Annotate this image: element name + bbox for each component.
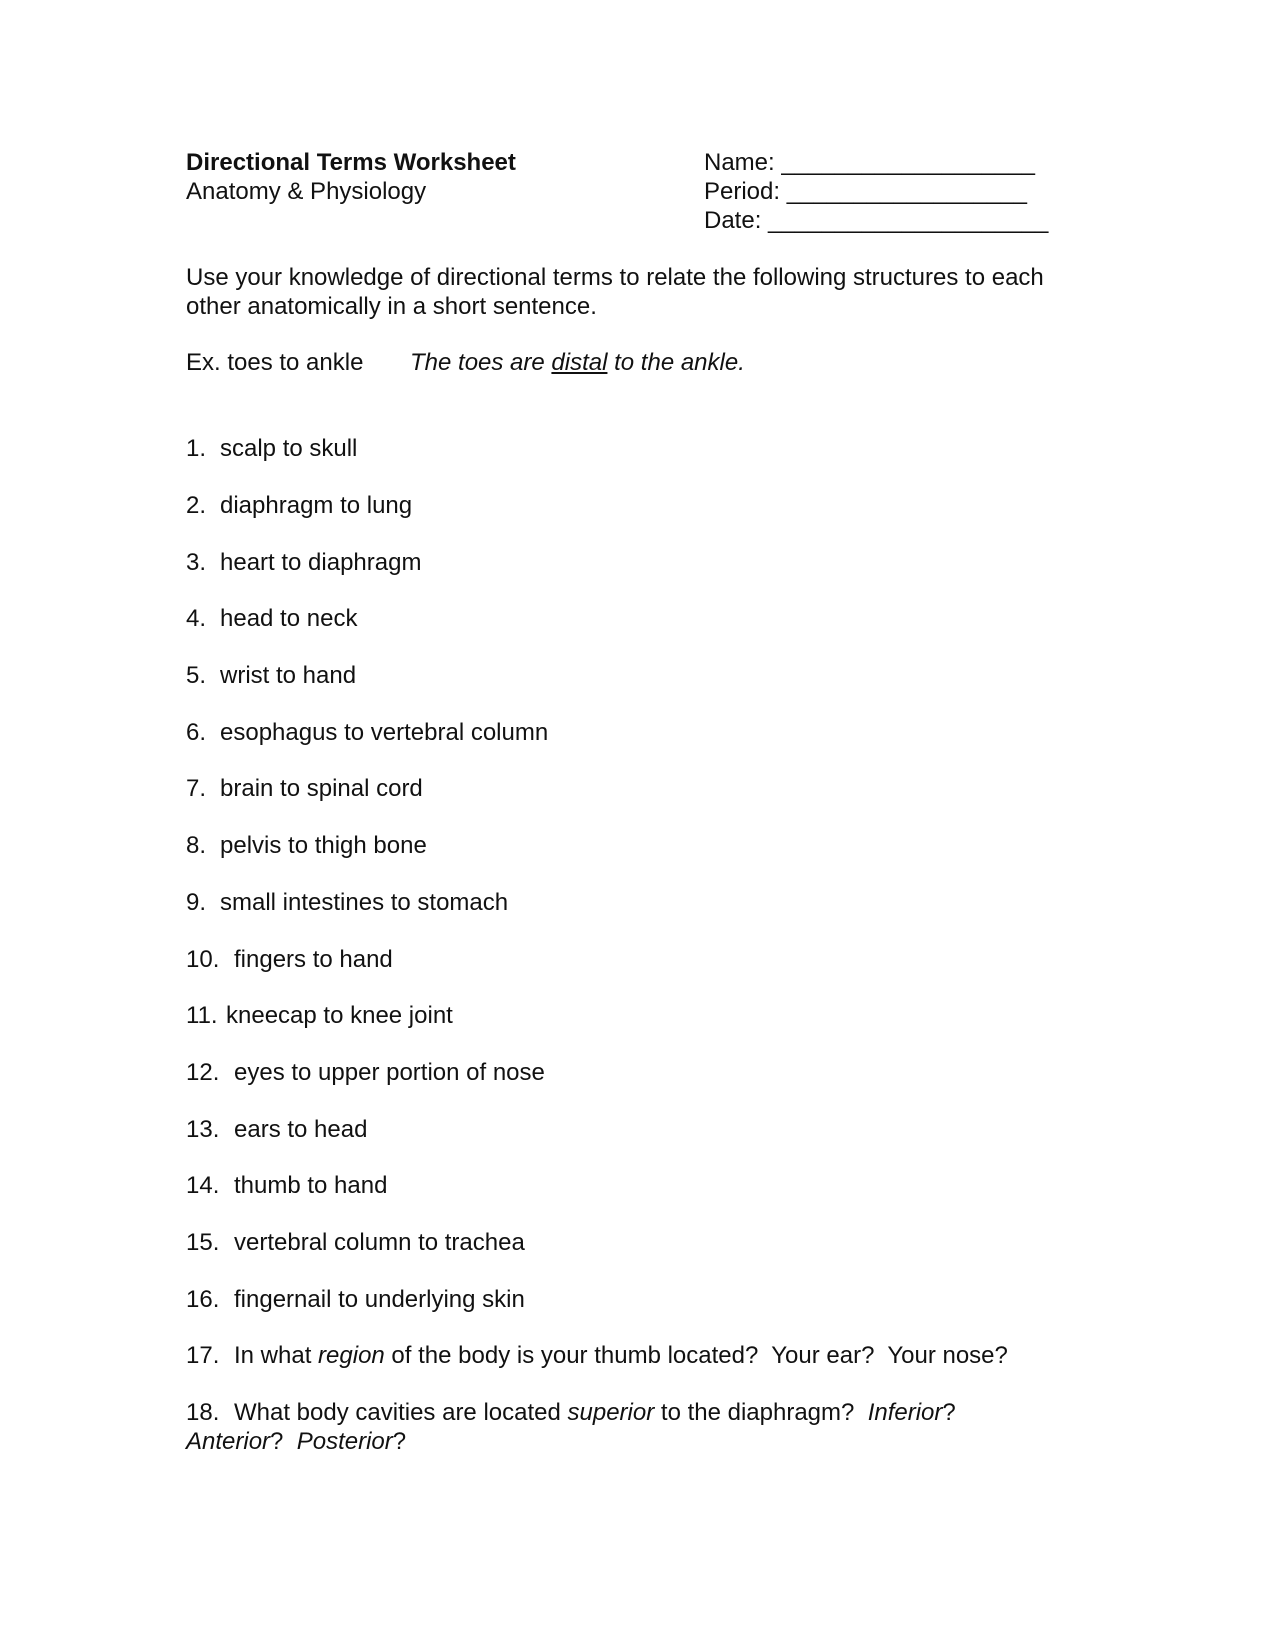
question-text: scalp to skull xyxy=(220,435,358,462)
date-field xyxy=(704,207,1048,235)
question-number: 10. xyxy=(186,946,220,973)
date-label: Date: xyxy=(704,207,762,234)
question-text: ears to head xyxy=(234,1116,368,1143)
name-label: Name: xyxy=(704,149,775,176)
question-number: 13. xyxy=(186,1116,220,1143)
question-text: vertebral column to trachea xyxy=(234,1229,525,1256)
question-number: 1. xyxy=(186,435,207,462)
question-number: 12. xyxy=(186,1059,220,1086)
instructions-line-2: other anatomically in a short sentence. xyxy=(186,293,597,320)
question-text: pelvis to thigh bone xyxy=(220,832,427,859)
question-number: 3. xyxy=(186,549,207,576)
question-number: 17. xyxy=(186,1342,220,1369)
question-number: 5. xyxy=(186,662,207,689)
list-item xyxy=(186,1059,545,1087)
name-blank: ___________________ xyxy=(781,149,1035,176)
question-17 xyxy=(186,1342,1008,1370)
question-number: 18. xyxy=(186,1399,220,1426)
period-field xyxy=(704,178,1027,206)
q17-post: of the body is your thumb located? Your ear? Your nose? xyxy=(384,1342,1008,1369)
question-text: wrist to hand xyxy=(220,662,357,689)
question-18-continued xyxy=(186,1428,406,1456)
q18-qmark-2: ? xyxy=(270,1428,297,1455)
instructions-line-1: Use your knowledge of directional terms to relate the following structures to each xyxy=(186,264,1044,291)
q18-pre: What body cavities are located xyxy=(234,1399,568,1426)
list-item xyxy=(186,1229,525,1257)
example-answer-term: distal xyxy=(551,349,608,376)
list-item xyxy=(186,832,427,860)
list-item xyxy=(186,662,356,690)
name-field xyxy=(704,149,1035,177)
example-prompt: Ex. toes to ankle xyxy=(186,349,364,376)
course-subtitle: Anatomy & Physiology xyxy=(186,178,427,205)
list-item xyxy=(186,946,393,974)
list-item xyxy=(186,1172,387,1200)
q17-pre: In what xyxy=(234,1342,319,1369)
question-number: 9. xyxy=(186,889,207,916)
example-answer-pre: The toes are xyxy=(410,349,552,376)
q18-superior: superior xyxy=(567,1399,655,1426)
list-item xyxy=(186,889,508,917)
list-item xyxy=(186,1116,367,1144)
question-text: heart to diaphragm xyxy=(220,549,422,576)
question-number: 2. xyxy=(186,492,207,519)
question-number: 7. xyxy=(186,775,207,802)
question-text: eyes to upper portion of nose xyxy=(234,1059,545,1086)
question-number: 11. xyxy=(186,1002,218,1029)
worksheet-title: Directional Terms Worksheet xyxy=(186,149,516,176)
question-number: 4. xyxy=(186,605,207,632)
list-item xyxy=(186,719,548,747)
date-blank: _____________________ xyxy=(768,207,1049,234)
q18-inferior: Inferior xyxy=(867,1399,943,1426)
q18-anterior: Anterior xyxy=(186,1428,271,1455)
list-item xyxy=(186,549,421,577)
list-item xyxy=(186,1002,453,1030)
q18-mid: to the diaphragm? xyxy=(654,1399,868,1426)
q18-qmark-1: ? xyxy=(942,1399,956,1426)
period-blank: __________________ xyxy=(786,178,1027,205)
question-text: fingernail to underlying skin xyxy=(234,1286,525,1313)
question-number: 15. xyxy=(186,1229,220,1256)
question-text: fingers to hand xyxy=(234,946,393,973)
question-text: kneecap to knee joint xyxy=(226,1002,453,1029)
question-number: 6. xyxy=(186,719,207,746)
list-item xyxy=(186,775,423,803)
list-item xyxy=(186,1286,525,1314)
list-item xyxy=(186,492,412,520)
question-text: esophagus to vertebral column xyxy=(220,719,549,746)
example-answer-post: to the ankle. xyxy=(607,349,745,376)
question-number: 8. xyxy=(186,832,207,859)
list-item xyxy=(186,605,357,633)
question-text: diaphragm to lung xyxy=(220,492,413,519)
question-text: small intestines to stomach xyxy=(220,889,509,916)
question-number: 14. xyxy=(186,1172,220,1199)
example-answer xyxy=(410,349,745,377)
question-text: brain to spinal cord xyxy=(220,775,423,802)
question-text: head to neck xyxy=(220,605,358,632)
list-item xyxy=(186,435,357,463)
period-label: Period: xyxy=(704,178,781,205)
question-18 xyxy=(186,1399,956,1427)
q17-emphasis: region xyxy=(318,1342,385,1369)
question-text: thumb to hand xyxy=(234,1172,388,1199)
q18-posterior: Posterior xyxy=(296,1428,393,1455)
q18-qmark-3: ? xyxy=(392,1428,407,1455)
question-number: 16. xyxy=(186,1286,220,1313)
